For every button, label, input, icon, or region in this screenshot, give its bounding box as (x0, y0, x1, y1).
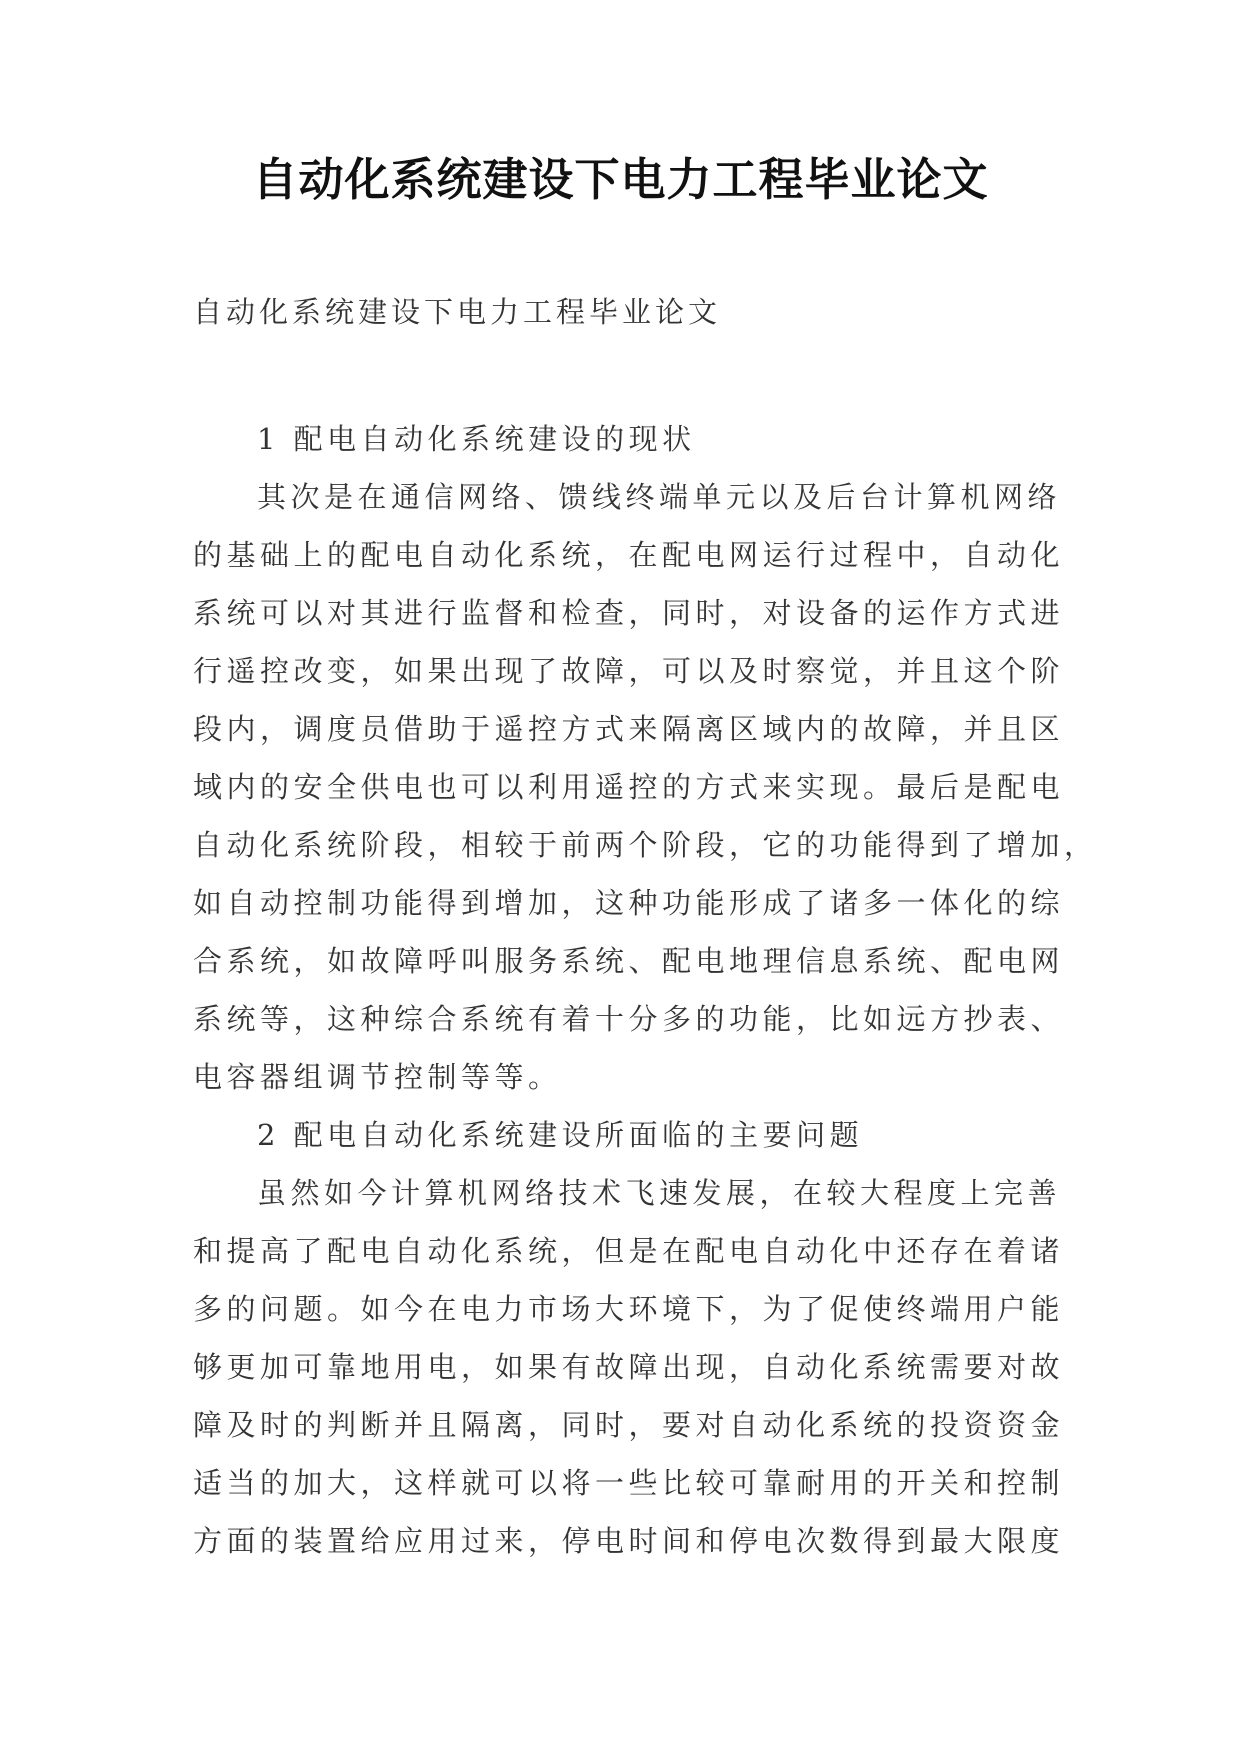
document-body (193, 410, 1098, 1570)
paragraph-line: 自动化系统阶段，相较于前两个阶段，它的功能得到了增加， (193, 828, 1098, 862)
paragraph-line: 域内的安全供电也可以利用遥控的方式来实现。最后是配电 (193, 770, 1065, 804)
paragraph-line: 的基础上的配电自动化系统，在配电网运行过程中，自动化 (193, 538, 1065, 572)
paragraph-line: 行遥控改变，如果出现了故障，可以及时察觉，并且这个阶 (193, 654, 1065, 688)
paragraph-line: 系统可以对其进行监督和检查，同时，对设备的运作方式进 (193, 596, 1065, 630)
paragraph-line: 其次是在通信网络、馈线终端单元以及后台计算机网络 (257, 480, 1062, 514)
paragraph-line: 障及时的判断并且隔离，同时，要对自动化系统的投资资金 (193, 1408, 1065, 1442)
section-heading-2: 2 配电自动化系统建设所面临的主要问题 (257, 1118, 864, 1152)
paragraph-line: 虽然如今计算机网络技术飞速发展，在较大程度上完善 (257, 1176, 1062, 1210)
paragraph-line: 适当的加大，这样就可以将一些比较可靠耐用的开关和控制 (193, 1466, 1065, 1500)
paragraph-line: 够更加可靠地用电，如果有故障出现，自动化系统需要对故 (193, 1350, 1065, 1384)
paragraph-line: 合系统，如故障呼叫服务系统、配电地理信息系统、配电网 (193, 944, 1065, 978)
paragraph-line: 系统等，这种综合系统有着十分多的功能，比如远方抄表、 (193, 1002, 1065, 1036)
paragraph-line: 和提高了配电自动化系统，但是在配电自动化中还存在着诸 (193, 1234, 1065, 1268)
paragraph-line: 方面的装置给应用过来，停电时间和停电次数得到最大限度 (193, 1524, 1065, 1558)
paragraph-line: 电容器组调节控制等等。 (193, 1060, 562, 1094)
paragraph-line: 多的问题。如今在电力市场大环境下，为了促使终端用户能 (193, 1292, 1065, 1326)
paragraph-line: 如自动控制功能得到增加，这种功能形成了诸多一体化的综 (193, 886, 1065, 920)
section-heading-1: 1 配电自动化系统建设的现状 (257, 422, 696, 456)
document-subtitle: 自动化系统建设下电力工程毕业论文 (193, 295, 722, 329)
paragraph-line: 段内，调度员借助于遥控方式来隔离区域内的故障，并且区 (193, 712, 1065, 746)
document-title: 自动化系统建设下电力工程毕业论文 (252, 153, 989, 206)
